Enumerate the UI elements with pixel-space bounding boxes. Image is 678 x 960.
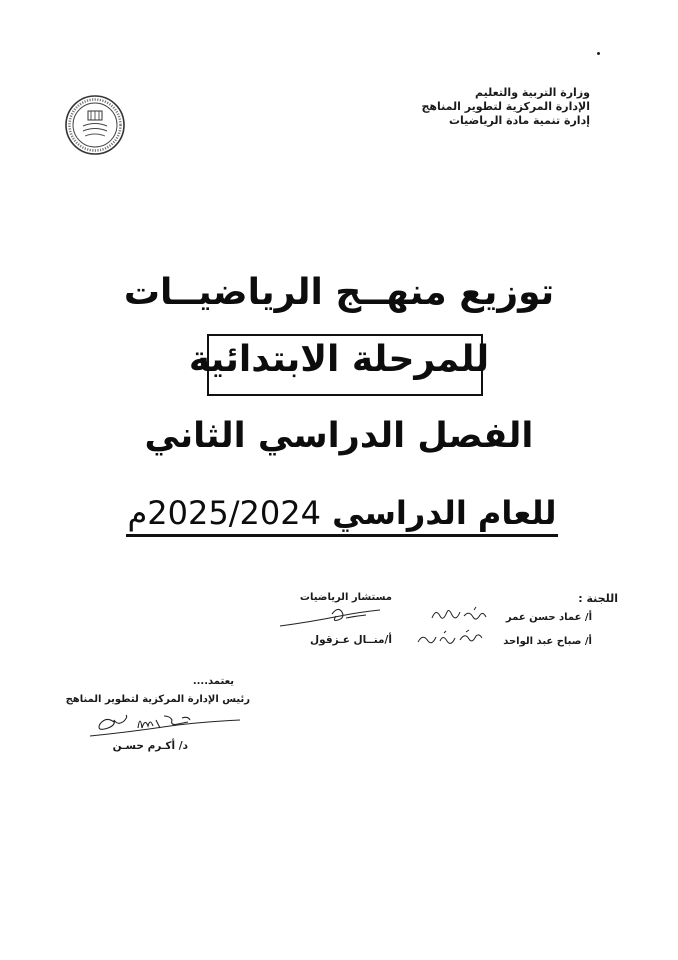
ministry-seal-icon [64, 94, 126, 156]
academic-year-value: 2025/2024م [127, 494, 321, 532]
header-line-math-dept: إدارة تنمية مادة الرياضيات [448, 114, 590, 127]
header-line-ministry: وزارة التربية والتعليم [475, 86, 590, 99]
committee-member-1: أ/ عماد حسن عمر [505, 612, 592, 623]
header-line-central-admin: الإدارة المركزية لتطوير المناهج [421, 100, 590, 113]
signature-member-2 [414, 627, 490, 649]
academic-year-label: للعام الدراسي [332, 494, 557, 532]
advisor-name: أ/منــال عـزقول [310, 634, 392, 646]
title-academic-year [126, 494, 558, 537]
committee-member-2: أ/ صباح عبد الواحد [503, 636, 592, 647]
advisor-title: مستشار الرياضيات [299, 592, 392, 603]
approval-name: د/ أكـرم حسـن [112, 740, 188, 752]
speck [597, 52, 600, 55]
approval-label: يعتمد.... [192, 676, 234, 687]
signature-approval [84, 706, 254, 742]
signature-advisor [276, 602, 386, 632]
title-stage: للمرحلة الابتدائية [188, 339, 490, 380]
signature-member-1 [428, 604, 494, 626]
title-semester: الفصل الدراسي الثاني [144, 416, 534, 456]
approval-title: رئيس الإدارة المركزية لتطوير المناهج [65, 694, 250, 705]
ministry-header [330, 86, 590, 128]
committee-label: اللجنة : [578, 592, 618, 605]
title-curriculum: توزيع منهــج الرياضيــات [123, 272, 555, 313]
